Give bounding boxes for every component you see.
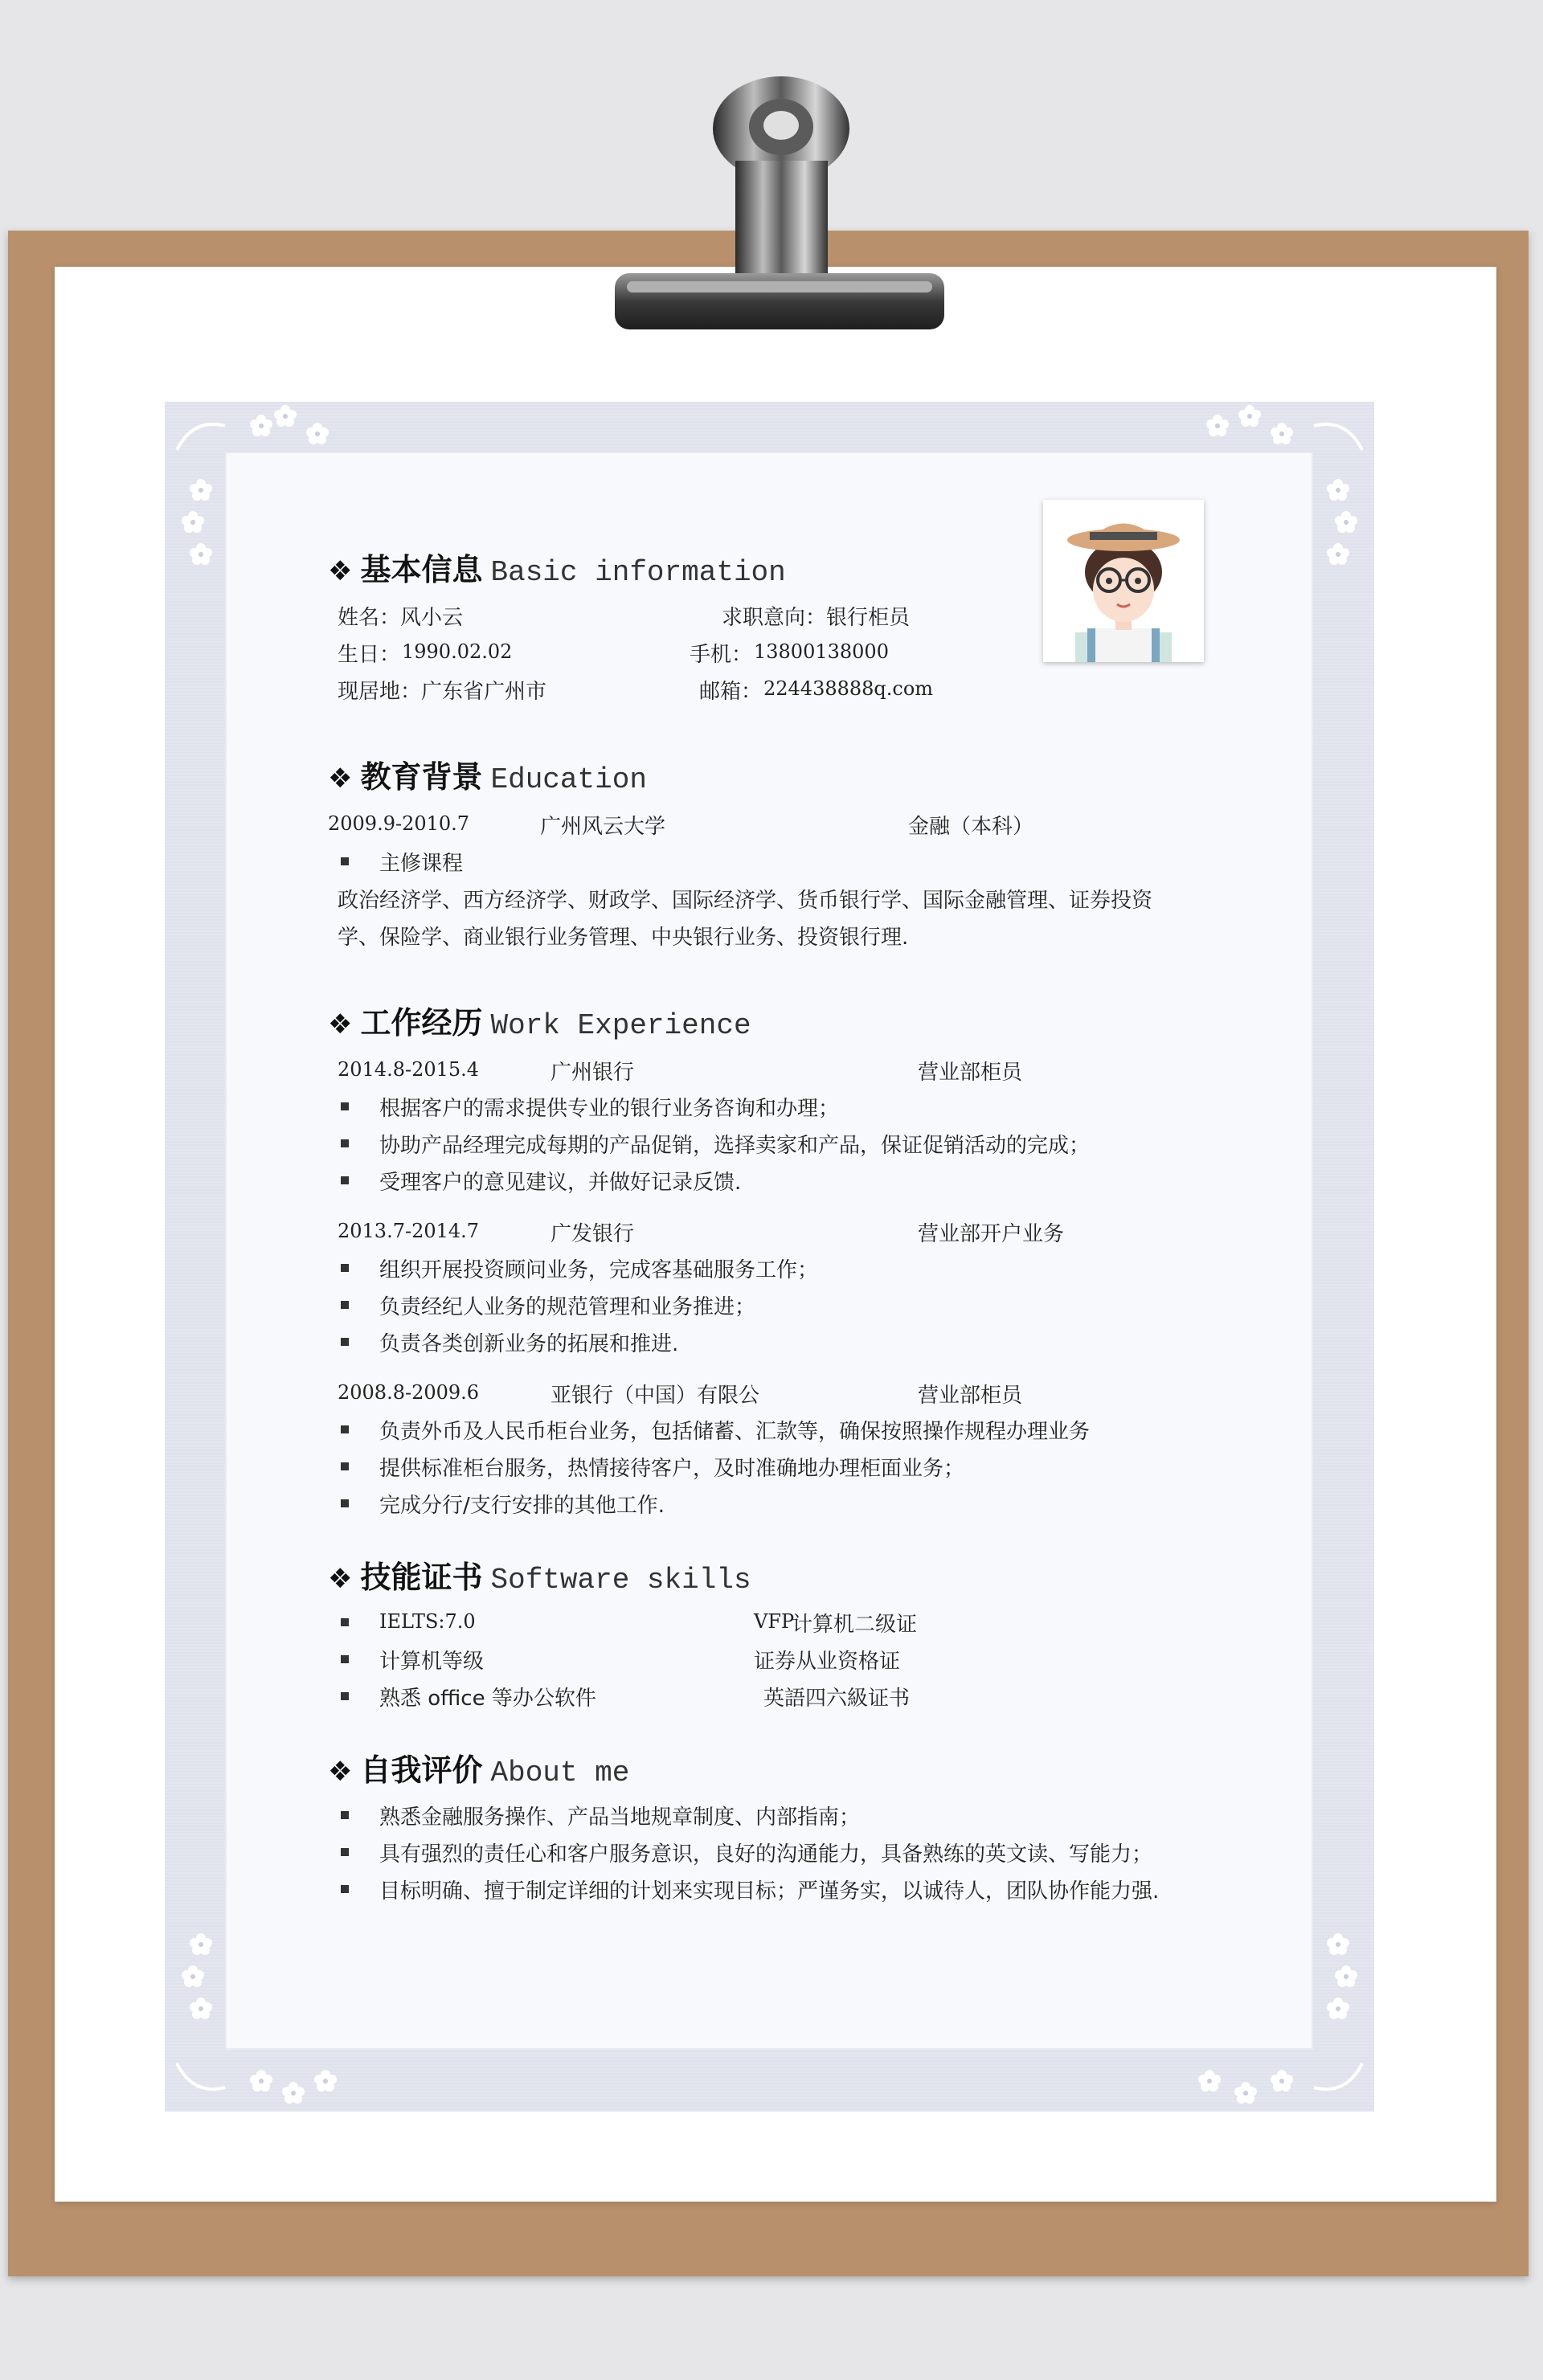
square-bullet-icon <box>341 857 349 865</box>
skill-securities-cert: 证券从业资格证 <box>754 1650 901 1674</box>
email-label: 邮箱： <box>699 680 763 704</box>
diamond-bullet-icon: ❖ <box>328 555 353 587</box>
section-header-basic <box>328 545 786 589</box>
section-title-cn: 技能证书 <box>360 1560 483 1595</box>
section-header-education <box>328 752 647 796</box>
job-duty: 根据客户的需求提供专业的银行业务咨询和办理； <box>379 1097 840 1121</box>
skill-vfp: 计算机二级证 <box>792 1613 918 1637</box>
section-header-work <box>328 998 751 1042</box>
section-title-cn: 教育背景 <box>360 759 483 795</box>
square-bullet-icon <box>341 1885 349 1893</box>
diamond-bullet-icon: ❖ <box>328 1008 353 1041</box>
job-period: 2008.8-2009.6 <box>338 1381 480 1404</box>
job-duty: 负责经纪人业务的规范管理和业务推进； <box>379 1295 756 1319</box>
job-intention-field: 求职意向：银行柜员 <box>722 606 911 630</box>
skill-ielts: IELTS:7.0 <box>379 1610 476 1633</box>
section-header-about <box>328 1745 629 1789</box>
square-bullet-icon <box>341 1692 349 1700</box>
square-bullet-icon <box>341 1655 349 1663</box>
education-school: 广州风云大学 <box>540 815 666 839</box>
about-item: 熟悉金融服务操作、产品当地规章制度、内部指南； <box>379 1805 861 1830</box>
square-bullet-icon <box>341 1102 349 1110</box>
section-title-cn: 基本信息 <box>360 552 483 587</box>
about-item: 目标明确、擅于制定详细的计划来实现目标；严谨务实，以诚待人，团队协作能力强. <box>379 1879 1160 1904</box>
job-position: 营业部柜员 <box>918 1061 1023 1085</box>
diamond-bullet-icon: ❖ <box>328 1756 353 1788</box>
section-title-cn: 自我评价 <box>360 1752 483 1788</box>
skill-computer-level: 计算机等级 <box>379 1650 485 1674</box>
section-title-en: Software skills <box>490 1564 751 1597</box>
phone-label: 手机： <box>690 643 753 667</box>
binder-clip-icon <box>579 48 948 354</box>
square-bullet-icon <box>341 1264 349 1272</box>
education-major: 金融（本科） <box>908 815 1034 839</box>
job-duty: 负责各类创新业务的拓展和推进. <box>379 1332 679 1356</box>
profile-photo <box>1043 500 1204 662</box>
section-header-skills <box>328 1552 751 1597</box>
square-bullet-icon <box>341 1176 349 1184</box>
education-period: 2009.9-2010.7 <box>328 812 470 835</box>
job-duty: 负责外币及人民币柜台业务，包括储蓄、汇款等，确保按照操作规程办理业务 <box>379 1420 1091 1444</box>
square-bullet-icon <box>341 1499 349 1507</box>
job-company: 广州银行 <box>550 1061 635 1085</box>
job-duty: 完成分行/支行安排的其他工作. <box>379 1494 665 1518</box>
job-duty: 提供标准柜台服务，热情接待客户，及时准确地办理柜面业务； <box>379 1457 965 1481</box>
birth-value: 1990.02.02 <box>402 640 513 663</box>
name-field: 姓名：风小云 <box>338 606 464 630</box>
job-duty: 组织开展投资顾问业务，完成客基础服务工作； <box>379 1258 819 1282</box>
courses-line-1: 政治经济学、西方经济学、财政学、国际经济学、货币银行学、国际金融管理、证券投资 <box>338 889 1153 913</box>
section-title-en: About me <box>490 1756 630 1789</box>
square-bullet-icon <box>341 1848 349 1856</box>
skill-office: 熟悉 office 等办公软件 <box>379 1687 596 1711</box>
courses-label: 主修课程 <box>379 852 464 876</box>
section-title-en: Education <box>490 763 647 796</box>
section-title-cn: 工作经历 <box>360 1005 483 1041</box>
job-company: 亚银行（中国）有限公 <box>550 1384 760 1408</box>
square-bullet-icon <box>341 1338 349 1346</box>
square-bullet-icon <box>341 1618 349 1626</box>
diamond-bullet-icon: ❖ <box>328 1563 353 1595</box>
email-value: 224438888q.com <box>763 677 934 700</box>
diamond-bullet-icon: ❖ <box>328 763 353 795</box>
job-duty: 协助产品经理完成每期的产品促销，选择卖家和产品，保证促销活动的完成； <box>379 1134 1091 1158</box>
square-bullet-icon <box>341 1462 349 1470</box>
square-bullet-icon <box>341 1139 349 1147</box>
job-period: 2013.7-2014.7 <box>338 1220 480 1242</box>
job-position: 营业部柜员 <box>918 1384 1023 1408</box>
phone-value: 13800138000 <box>754 640 889 663</box>
section-title-en: Basic information <box>490 556 786 589</box>
job-company: 广发银行 <box>550 1222 635 1246</box>
square-bullet-icon <box>341 1811 349 1819</box>
section-title-en: Work Experience <box>490 1009 751 1042</box>
square-bullet-icon <box>341 1301 349 1309</box>
courses-line-2: 学、保险学、商业银行业务管理、中央银行业务、投资银行理. <box>338 926 909 950</box>
residence-field: 现居地：广东省广州市 <box>338 680 547 704</box>
job-position: 营业部开户业务 <box>918 1222 1065 1246</box>
skill-vfp-prefix: VFP <box>754 1610 795 1633</box>
job-period: 2014.8-2015.4 <box>338 1058 480 1081</box>
square-bullet-icon <box>341 1425 349 1433</box>
avatar-illustration <box>1043 500 1204 662</box>
about-item: 具有强烈的责任心和客户服务意识，良好的沟通能力，具备熟练的英文读、写能力； <box>379 1842 1153 1867</box>
birth-label: 生日： <box>338 643 401 667</box>
skill-cet: 英語四六級证书 <box>763 1687 911 1711</box>
job-duty: 受理客户的意见建议，并做好记录反馈. <box>379 1171 742 1195</box>
